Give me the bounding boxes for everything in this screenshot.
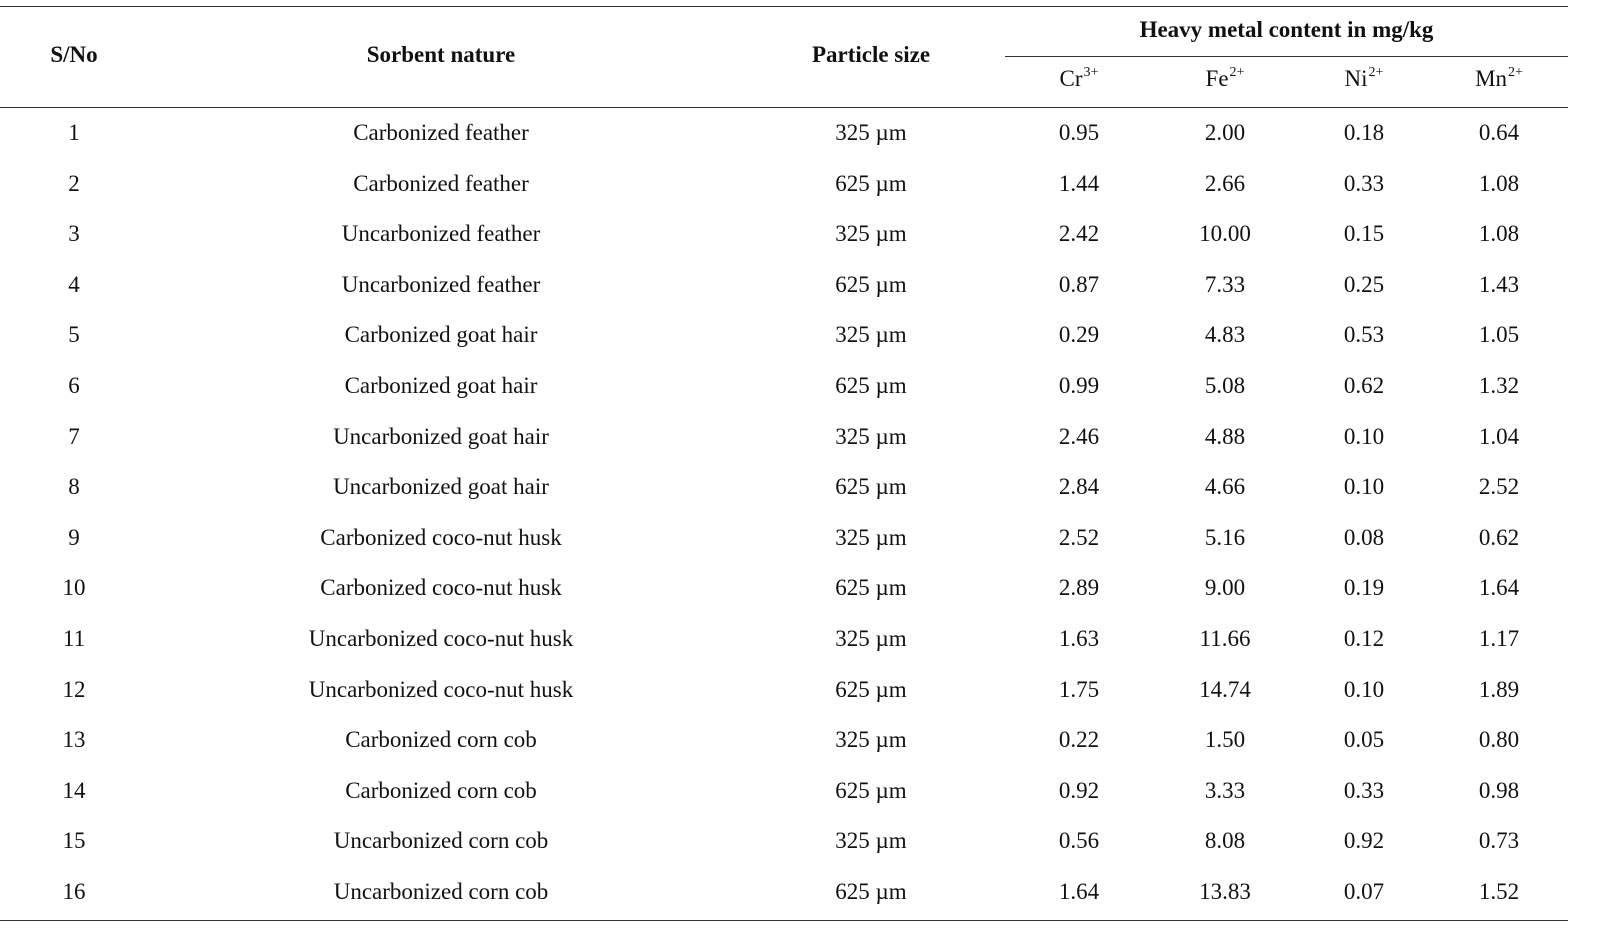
header-particle-size: Particle size xyxy=(811,42,931,67)
cell-cr: 1.75 xyxy=(1058,676,1100,702)
cell-sorbent-nature: Uncarbonized corn cob xyxy=(333,828,549,854)
cell-fe: 5.08 xyxy=(1204,373,1246,398)
cell-fe: 2.00 xyxy=(1204,120,1246,145)
cell-sno: 5 xyxy=(68,322,80,348)
table-row xyxy=(0,462,1568,513)
cell-sorbent-nature: Uncarbonized corn cob xyxy=(333,879,549,904)
header-sno: S/No xyxy=(50,42,98,67)
cell-fe: 4.66 xyxy=(1204,474,1246,500)
cell-particle-size: 625 µm xyxy=(835,676,907,702)
table-row xyxy=(0,159,1568,210)
cell-sno: 4 xyxy=(68,271,80,297)
cell-ni: 0.07 xyxy=(1343,879,1385,904)
cell-particle-size: 325 µm xyxy=(835,828,907,854)
cell-cr: 0.99 xyxy=(1058,373,1100,398)
cell-mn: 1.52 xyxy=(1478,879,1520,904)
cell-sno: 12 xyxy=(62,676,86,702)
cell-fe: 13.83 xyxy=(1199,879,1251,904)
cell-cr: 0.22 xyxy=(1058,727,1100,753)
cell-ni: 0.33 xyxy=(1343,170,1385,196)
cell-fe: 4.83 xyxy=(1204,322,1246,348)
cell-mn: 1.32 xyxy=(1478,373,1520,398)
cell-ni: 0.33 xyxy=(1343,777,1385,803)
cell-particle-size: 325 µm xyxy=(835,221,907,247)
cell-ni: 0.12 xyxy=(1343,626,1385,651)
cell-mn: 0.62 xyxy=(1478,524,1520,550)
cell-fe: 2.66 xyxy=(1204,170,1246,196)
cell-particle-size: 325 µm xyxy=(835,524,907,550)
cell-ni: 0.92 xyxy=(1343,828,1385,854)
cell-mn: 0.64 xyxy=(1478,120,1520,145)
table-row xyxy=(0,260,1568,311)
cell-sorbent-nature: Carbonized feather xyxy=(353,170,529,196)
table-row xyxy=(0,766,1568,817)
cell-sorbent-nature: Carbonized feather xyxy=(353,120,529,145)
cell-mn: 1.08 xyxy=(1478,170,1520,196)
header-sorbent-nature: Sorbent nature xyxy=(366,42,516,67)
header-cr-charge: 3+ xyxy=(1083,65,1099,80)
cell-particle-size: 325 µm xyxy=(835,322,907,348)
cell-mn: 0.98 xyxy=(1478,777,1520,803)
cell-particle-size: 625 µm xyxy=(835,373,907,398)
cell-fe: 7.33 xyxy=(1204,271,1246,297)
header-cr xyxy=(1020,66,1138,92)
cell-cr: 0.87 xyxy=(1058,271,1100,297)
cell-sno: 11 xyxy=(62,626,86,651)
cell-sorbent-nature: Uncarbonized goat hair xyxy=(333,423,549,449)
cell-ni: 0.18 xyxy=(1343,120,1385,145)
cell-sorbent-nature: Carbonized goat hair xyxy=(344,322,538,348)
cell-particle-size: 325 µm xyxy=(835,626,907,651)
cell-cr: 2.52 xyxy=(1058,524,1100,550)
cell-ni: 0.10 xyxy=(1343,423,1385,449)
cell-ni: 0.25 xyxy=(1343,271,1385,297)
cell-sorbent-nature: Uncarbonized coco-nut husk xyxy=(308,676,574,702)
cell-particle-size: 325 µm xyxy=(835,120,907,145)
cell-sno: 6 xyxy=(68,373,80,398)
cell-particle-size: 325 µm xyxy=(835,727,907,753)
table-row xyxy=(0,816,1568,867)
table-row xyxy=(0,108,1568,159)
cell-cr: 1.63 xyxy=(1058,626,1100,651)
cell-ni: 0.62 xyxy=(1343,373,1385,398)
cell-fe: 9.00 xyxy=(1204,575,1246,601)
header-ni xyxy=(1305,66,1423,92)
cell-cr: 2.84 xyxy=(1058,474,1100,500)
table-row xyxy=(0,412,1568,463)
table-row xyxy=(0,715,1568,766)
header-fe-charge: 2+ xyxy=(1229,65,1245,80)
cell-mn: 0.73 xyxy=(1478,828,1520,854)
cell-sno: 13 xyxy=(62,727,86,753)
cell-sno: 15 xyxy=(62,828,86,854)
cell-cr: 1.64 xyxy=(1058,879,1100,904)
table-row xyxy=(0,665,1568,716)
cell-cr: 0.29 xyxy=(1058,322,1100,348)
cell-particle-size: 625 µm xyxy=(835,271,907,297)
table-row xyxy=(0,209,1568,260)
header-mn-base: Mn xyxy=(1475,66,1508,91)
cell-sorbent-nature: Uncarbonized feather xyxy=(341,221,541,247)
table-bottom-rule xyxy=(0,920,1568,921)
header-fe-base: Fe xyxy=(1205,66,1229,91)
cell-ni: 0.53 xyxy=(1343,322,1385,348)
cell-fe: 1.50 xyxy=(1204,727,1246,753)
header-fe xyxy=(1165,66,1285,92)
cell-sorbent-nature: Uncarbonized goat hair xyxy=(333,474,549,500)
cell-cr: 0.95 xyxy=(1058,120,1100,145)
cell-sorbent-nature: Carbonized corn cob xyxy=(345,727,537,753)
header-mn xyxy=(1440,66,1558,92)
cell-fe: 8.08 xyxy=(1204,828,1246,854)
cell-particle-size: 625 µm xyxy=(835,777,907,803)
cell-fe: 4.88 xyxy=(1204,423,1246,449)
cell-ni: 0.05 xyxy=(1343,727,1385,753)
cell-particle-size: 325 µm xyxy=(835,423,907,449)
cell-cr: 1.44 xyxy=(1058,170,1100,196)
cell-sorbent-nature: Carbonized corn cob xyxy=(345,777,537,803)
group-header-rule xyxy=(1005,56,1568,57)
cell-cr: 2.46 xyxy=(1058,423,1100,449)
table-top-rule xyxy=(0,6,1568,7)
cell-fe: 3.33 xyxy=(1204,777,1246,803)
cell-fe: 11.66 xyxy=(1199,626,1251,651)
cell-sorbent-nature: Carbonized coco-nut husk xyxy=(320,575,562,601)
cell-ni: 0.19 xyxy=(1343,575,1385,601)
cell-cr: 2.89 xyxy=(1058,575,1100,601)
cell-mn: 1.43 xyxy=(1478,271,1520,297)
cell-cr: 2.42 xyxy=(1058,221,1100,247)
table-row xyxy=(0,563,1568,614)
header-heavy-metal-group: Heavy metal content in mg/kg xyxy=(1139,17,1434,42)
cell-fe: 10.00 xyxy=(1199,221,1251,247)
cell-sno: 8 xyxy=(68,474,80,500)
cell-sno: 14 xyxy=(62,777,86,803)
cell-mn: 1.04 xyxy=(1478,423,1520,449)
cell-sorbent-nature: Uncarbonized coco-nut husk xyxy=(308,626,574,651)
cell-mn: 1.64 xyxy=(1478,575,1520,601)
cell-cr: 0.92 xyxy=(1058,777,1100,803)
cell-fe: 5.16 xyxy=(1204,524,1246,550)
cell-particle-size: 625 µm xyxy=(835,474,907,500)
cell-ni: 0.08 xyxy=(1343,524,1385,550)
cell-sorbent-nature: Uncarbonized feather xyxy=(341,271,541,297)
header-ni-charge: 2+ xyxy=(1368,65,1384,80)
cell-ni: 0.10 xyxy=(1343,474,1385,500)
cell-particle-size: 625 µm xyxy=(835,575,907,601)
cell-sno: 9 xyxy=(68,524,80,550)
header-cr-base: Cr xyxy=(1059,66,1083,91)
cell-sno: 10 xyxy=(62,575,86,601)
cell-mn: 1.05 xyxy=(1478,322,1520,348)
cell-mn: 1.08 xyxy=(1478,221,1520,247)
cell-mn: 0.80 xyxy=(1478,727,1520,753)
table-row xyxy=(0,513,1568,564)
cell-sno: 3 xyxy=(68,221,80,247)
table-row xyxy=(0,361,1568,412)
cell-sno: 16 xyxy=(62,879,86,904)
cell-particle-size: 625 µm xyxy=(835,170,907,196)
cell-sno: 1 xyxy=(68,120,80,145)
cell-sorbent-nature: Carbonized goat hair xyxy=(344,373,538,398)
cell-sno: 2 xyxy=(68,170,80,196)
cell-fe: 14.74 xyxy=(1199,676,1251,702)
cell-cr: 0.56 xyxy=(1058,828,1100,854)
cell-particle-size: 625 µm xyxy=(835,879,907,904)
cell-sorbent-nature: Carbonized coco-nut husk xyxy=(320,524,562,550)
table-row xyxy=(0,867,1568,918)
cell-mn: 1.17 xyxy=(1478,626,1520,651)
header-ni-base: Ni xyxy=(1344,66,1368,91)
header-mn-charge: 2+ xyxy=(1508,65,1523,80)
cell-mn: 2.52 xyxy=(1478,474,1520,500)
table-row xyxy=(0,310,1568,361)
table-row xyxy=(0,614,1568,665)
cell-sno: 7 xyxy=(68,423,80,449)
cell-mn: 1.89 xyxy=(1478,676,1520,702)
cell-ni: 0.15 xyxy=(1343,221,1385,247)
cell-ni: 0.10 xyxy=(1343,676,1385,702)
